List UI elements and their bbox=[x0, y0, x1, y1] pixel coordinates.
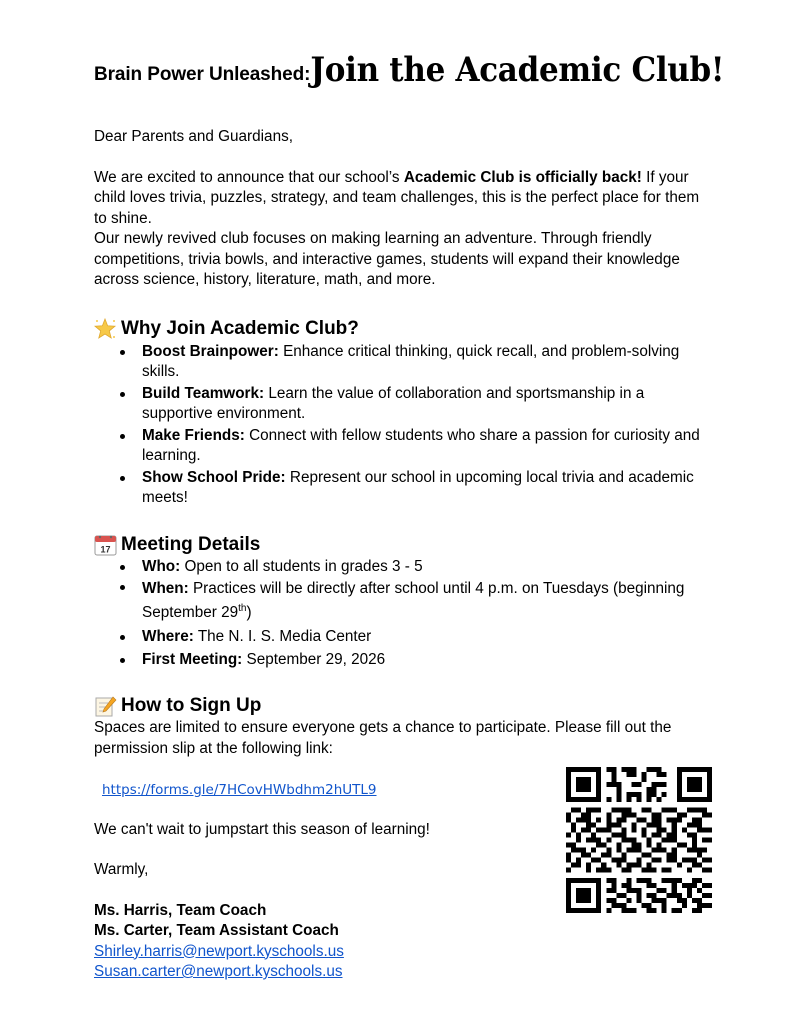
when-label: When: bbox=[142, 580, 189, 597]
assistant-coach-email-link[interactable]: Susan.carter@newport.kyschools.us bbox=[94, 963, 343, 980]
meeting-list bbox=[94, 557, 716, 671]
page-title bbox=[94, 50, 725, 102]
item-label: Show School Pride: bbox=[142, 468, 286, 486]
item-text: Connect with fellow students who share a passion for curiosity and learning. bbox=[142, 426, 700, 464]
memo-icon bbox=[94, 695, 117, 717]
meeting-heading bbox=[94, 533, 716, 557]
item-text: Learn the value of collaboration and sportsmanship in a supportive environment. bbox=[142, 384, 645, 422]
when-end: ) bbox=[246, 604, 252, 621]
coach-email-link[interactable]: Shirley.harris@newport.kyschools.us bbox=[94, 942, 344, 960]
qr-code-image[interactable] bbox=[566, 767, 712, 913]
signup-heading-text: How to Sign Up bbox=[121, 695, 262, 716]
intro-text-b: If your child loves trivia, puzzles, strategy, and team challenges, this is the perfect place for them to shine. bbox=[94, 168, 700, 227]
first-meeting-label: First Meeting: bbox=[142, 650, 243, 668]
assistant-coach-signature: Ms. Carter, Team Assistant Coach bbox=[94, 922, 339, 939]
list-item bbox=[142, 426, 716, 467]
list-item bbox=[142, 384, 716, 425]
item-label: Boost Brainpower: bbox=[142, 342, 279, 360]
item-text: Enhance critical thinking, quick recall, and problem-solving skills. bbox=[142, 342, 680, 380]
item-text: Represent our school in upcoming local trivia and academic meets! bbox=[142, 468, 694, 506]
title-prefix: Brain Power Unleashed: bbox=[94, 64, 311, 85]
signup-text: Spaces are limited to ensure everyone gets a chance to participate. Please fill out the permission slip at the following link: bbox=[94, 719, 672, 757]
where-text: The N. I. S. Media Center bbox=[193, 628, 372, 645]
why-list bbox=[94, 342, 716, 509]
why-heading bbox=[94, 317, 716, 341]
svg-text:17: 17 bbox=[100, 544, 111, 554]
sign-off: Warmly, bbox=[94, 861, 149, 878]
where-label: Where: bbox=[142, 628, 194, 645]
intro-highlight: Academic Club is officially back! bbox=[403, 168, 642, 186]
intro-paragraph-1 bbox=[94, 168, 716, 230]
coach-signature: Ms. Harris, Team Coach bbox=[94, 901, 267, 919]
signup-heading bbox=[94, 694, 716, 718]
intro-text-a: We are excited to announce that our school’s bbox=[94, 168, 404, 186]
who-label: Who: bbox=[142, 557, 181, 575]
title-main: Join the Academic Club! bbox=[310, 50, 725, 90]
when-text: Practices will be directly after school until 4 p.m. on Tuesdays (beginning September 29 bbox=[142, 580, 685, 621]
item-label: Build Teamwork: bbox=[142, 384, 265, 402]
list-item bbox=[142, 627, 716, 648]
list-item bbox=[142, 557, 716, 578]
list-item bbox=[142, 342, 716, 383]
greeting: Dear Parents and Guardians, bbox=[94, 128, 293, 145]
list-item bbox=[142, 468, 716, 509]
star-icon bbox=[94, 318, 117, 340]
when-superscript: th bbox=[238, 603, 247, 614]
who-text: Open to all students in grades 3 - 5 bbox=[180, 557, 423, 575]
why-heading-text: Why Join Academic Club? bbox=[121, 317, 359, 339]
signup-form-link[interactable]: https://forms.gle/7HCovHWbdhm2hUTL9 bbox=[102, 782, 377, 798]
calendar-icon bbox=[94, 534, 117, 556]
meeting-heading-text: Meeting Details bbox=[121, 533, 261, 555]
list-item bbox=[142, 577, 716, 625]
first-meeting-text: September 29, 2026 bbox=[242, 650, 386, 668]
closing-line: We can't wait to jumpstart this season of learning! bbox=[94, 820, 430, 838]
intro-paragraph-2: Our newly revived club focuses on making learning an adventure. Through friendly competitions, trivia bowls, and interactive games, students will expand their knowledge across science, history, literature, math, and more. bbox=[94, 230, 680, 288]
list-item bbox=[142, 650, 716, 671]
item-label: Make Friends: bbox=[142, 426, 245, 444]
